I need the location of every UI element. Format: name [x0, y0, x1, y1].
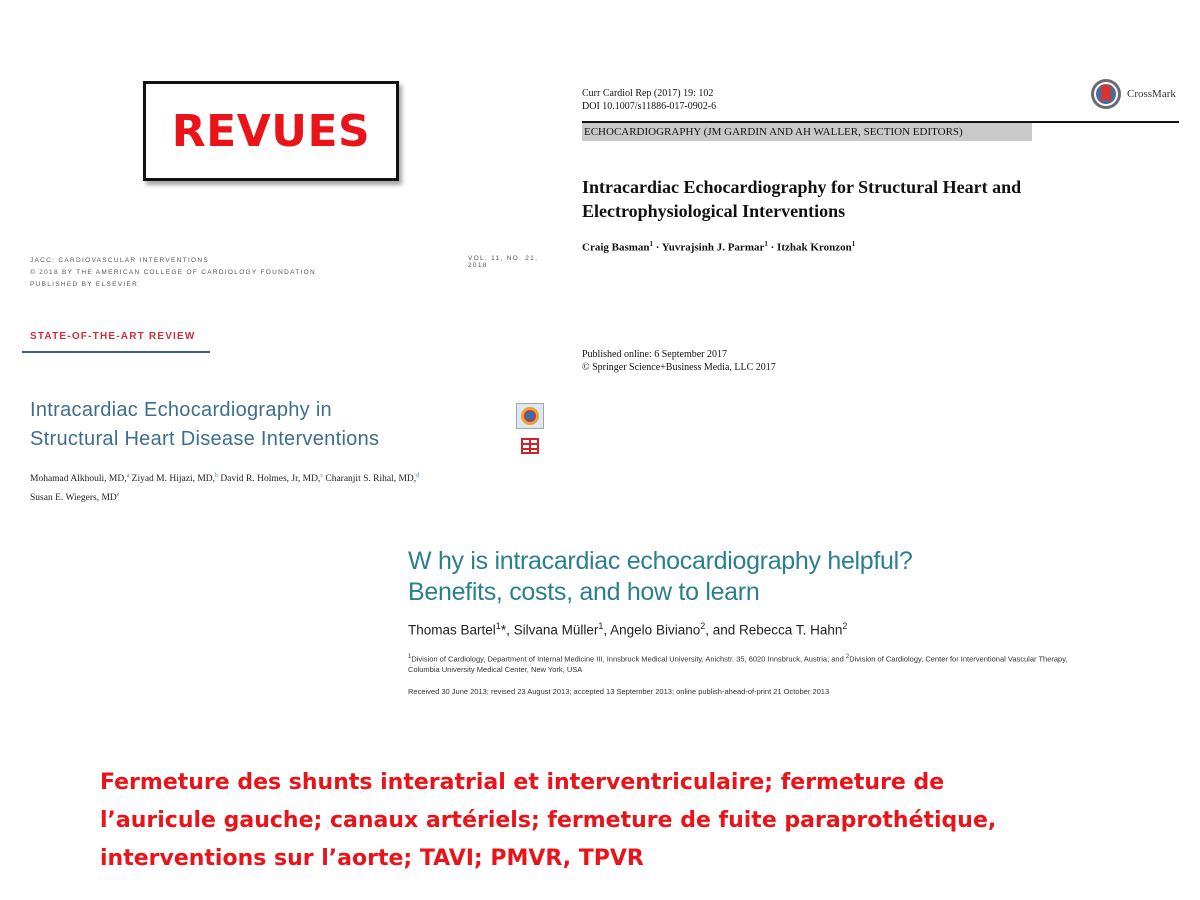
jacc-publisher: PUBLISHED BY ELSEVIER — [30, 281, 139, 288]
jacc-masthead — [30, 255, 316, 291]
author-name: Yuvrajsinh J. Parmar — [661, 241, 765, 254]
crossmark-label: CrossMark — [1127, 88, 1176, 100]
author-name: Rebecca T. Hahn — [739, 622, 843, 638]
springer-article — [582, 78, 1180, 378]
author-affiliation-sup: e — [116, 492, 120, 499]
revues-label: REVUES — [171, 105, 371, 157]
author-name: Craig Basman — [582, 241, 650, 254]
author-name: Angelo Biviano — [610, 622, 701, 638]
author-affiliation-sup: 1 — [764, 240, 768, 248]
jacc-review-type: STATE-OF-THE-ART REVIEW — [30, 331, 196, 342]
jacc-authors — [30, 468, 500, 506]
springer-publication-info — [582, 348, 776, 374]
jacc-article-title — [30, 396, 490, 454]
springer-published-date: Published online: 6 September 2017 — [582, 349, 727, 360]
jacc-journal-name: JACC: CARDIOVASCULAR INTERVENTIONS — [30, 257, 210, 264]
springer-article-title: Intracardiac Echocardiography for Structural Heart and Electrophysiological Interventions — [582, 177, 1022, 221]
author-affiliation-sup: 1 — [649, 240, 654, 248]
bartel-title-line: W hy is intracardiac echocardiography helpful? — [408, 547, 913, 575]
jacc-copyright: © 2018 BY THE AMERICAN COLLEGE OF CARDIOLOGY FOUNDATION — [30, 269, 317, 276]
bartel-received-dates: Received 30 June 2013; revised 23 August 2013; accepted 13 September 2013; online publish-ahead-of-print 21 October 2013 — [408, 687, 830, 696]
springer-journal-line: Curr Cardiol Rep (2017) 19: 102 — [582, 88, 714, 99]
bartel-authors: Thomas Bartel$^1$*, Silvana Müller$^1$, Angelo Biviano$^2$, and Rebecca T. Hahn$^2$ — [408, 621, 848, 638]
check-for-updates-icon[interactable] — [516, 403, 544, 429]
author-affiliation-sup: a — [126, 473, 130, 479]
springer-citation — [582, 87, 716, 113]
author-name: Ziyad M. Hijazi, MD, — [131, 474, 216, 485]
crossmark-icon — [1090, 78, 1122, 110]
springer-doi: DOI 10.1007/s11886-017-0902-6 — [582, 101, 717, 112]
caption-line: Fermeture des shunts interatrial et interventriculaire; fermeture de — [100, 770, 945, 795]
bartel-article — [408, 546, 1088, 716]
author-name: Charanjit S. Rihal, MD, — [325, 474, 417, 485]
supplemental-material-icon[interactable] — [521, 438, 539, 454]
revues-label-box — [143, 81, 399, 181]
author-affiliation-sup: 1 — [851, 240, 856, 248]
author-affiliation-sup: 1 — [598, 621, 604, 631]
author-affiliation-sup: 2 — [700, 621, 706, 631]
author-name: Mohamad Alkhouli, MD, — [30, 474, 127, 485]
author-affiliation-sup: d — [416, 473, 420, 479]
jacc-title-line: Structural Heart Disease Interventions — [30, 428, 380, 450]
caption-line: interventions sur l’aorte; TAVI; PMVR, TPVR — [100, 846, 644, 871]
springer-authors: Craig Basman$^1$ · Yuvrajsinh J. Parmar$^1$ · Itzhak Kronzon$^1$ — [582, 240, 856, 254]
author-affiliation-sup: c — [320, 473, 323, 479]
author-affiliation-sup: b — [215, 473, 219, 479]
affiliation-sup: 1 — [408, 653, 412, 660]
jacc-kicker-underline — [22, 351, 210, 353]
author-name: Silvana Müller — [513, 622, 599, 638]
author-name: Thomas Bartel — [408, 622, 496, 638]
author-name: Susan E. Wiegers, MD — [30, 493, 117, 504]
author-affiliation-sup: 2 — [842, 621, 848, 631]
affiliation-sup: 2 — [845, 653, 850, 660]
springer-copyright: © Springer Science+Business Media, LLC 2017 — [582, 362, 776, 373]
jacc-badges — [516, 403, 544, 454]
jacc-article — [30, 255, 550, 505]
author-name: David R. Holmes, Jr, MD, — [220, 474, 321, 485]
jacc-volume: VOL. 11, NO. 21, 2018 — [468, 255, 539, 269]
caption-line: l’auricule gauche; canaux artériels; fermeture de fuite paraprothétique, — [100, 808, 997, 833]
author-affiliation-sup: 1 — [495, 621, 501, 631]
crossmark-badge[interactable] — [1090, 78, 1176, 110]
affiliation-text: Division of Cardiology, Department of Internal Medicine III, Innsbruck Medical University, Anichstr. 35, 6020 Innsbruck, Austria; and — [411, 654, 846, 663]
bartel-affiliations — [408, 652, 1088, 676]
bartel-article-title — [408, 546, 1088, 608]
affiliation-text: Division of Cardiology, Center for Interventional Vascular Therapy, Columbia University Medical Center, New York, USA — [408, 654, 1068, 674]
author-name: Itzhak Kronzon — [777, 241, 852, 254]
springer-section-band: ECHOCARDIOGRAPHY (JM GARDIN AND AH WALLER, SECTION EDITORS) — [582, 123, 1032, 141]
bartel-title-line: Benefits, costs, and how to learn — [408, 578, 760, 606]
interventions-caption — [100, 764, 1150, 878]
jacc-title-line: Intracardiac Echocardiography in — [30, 399, 332, 421]
